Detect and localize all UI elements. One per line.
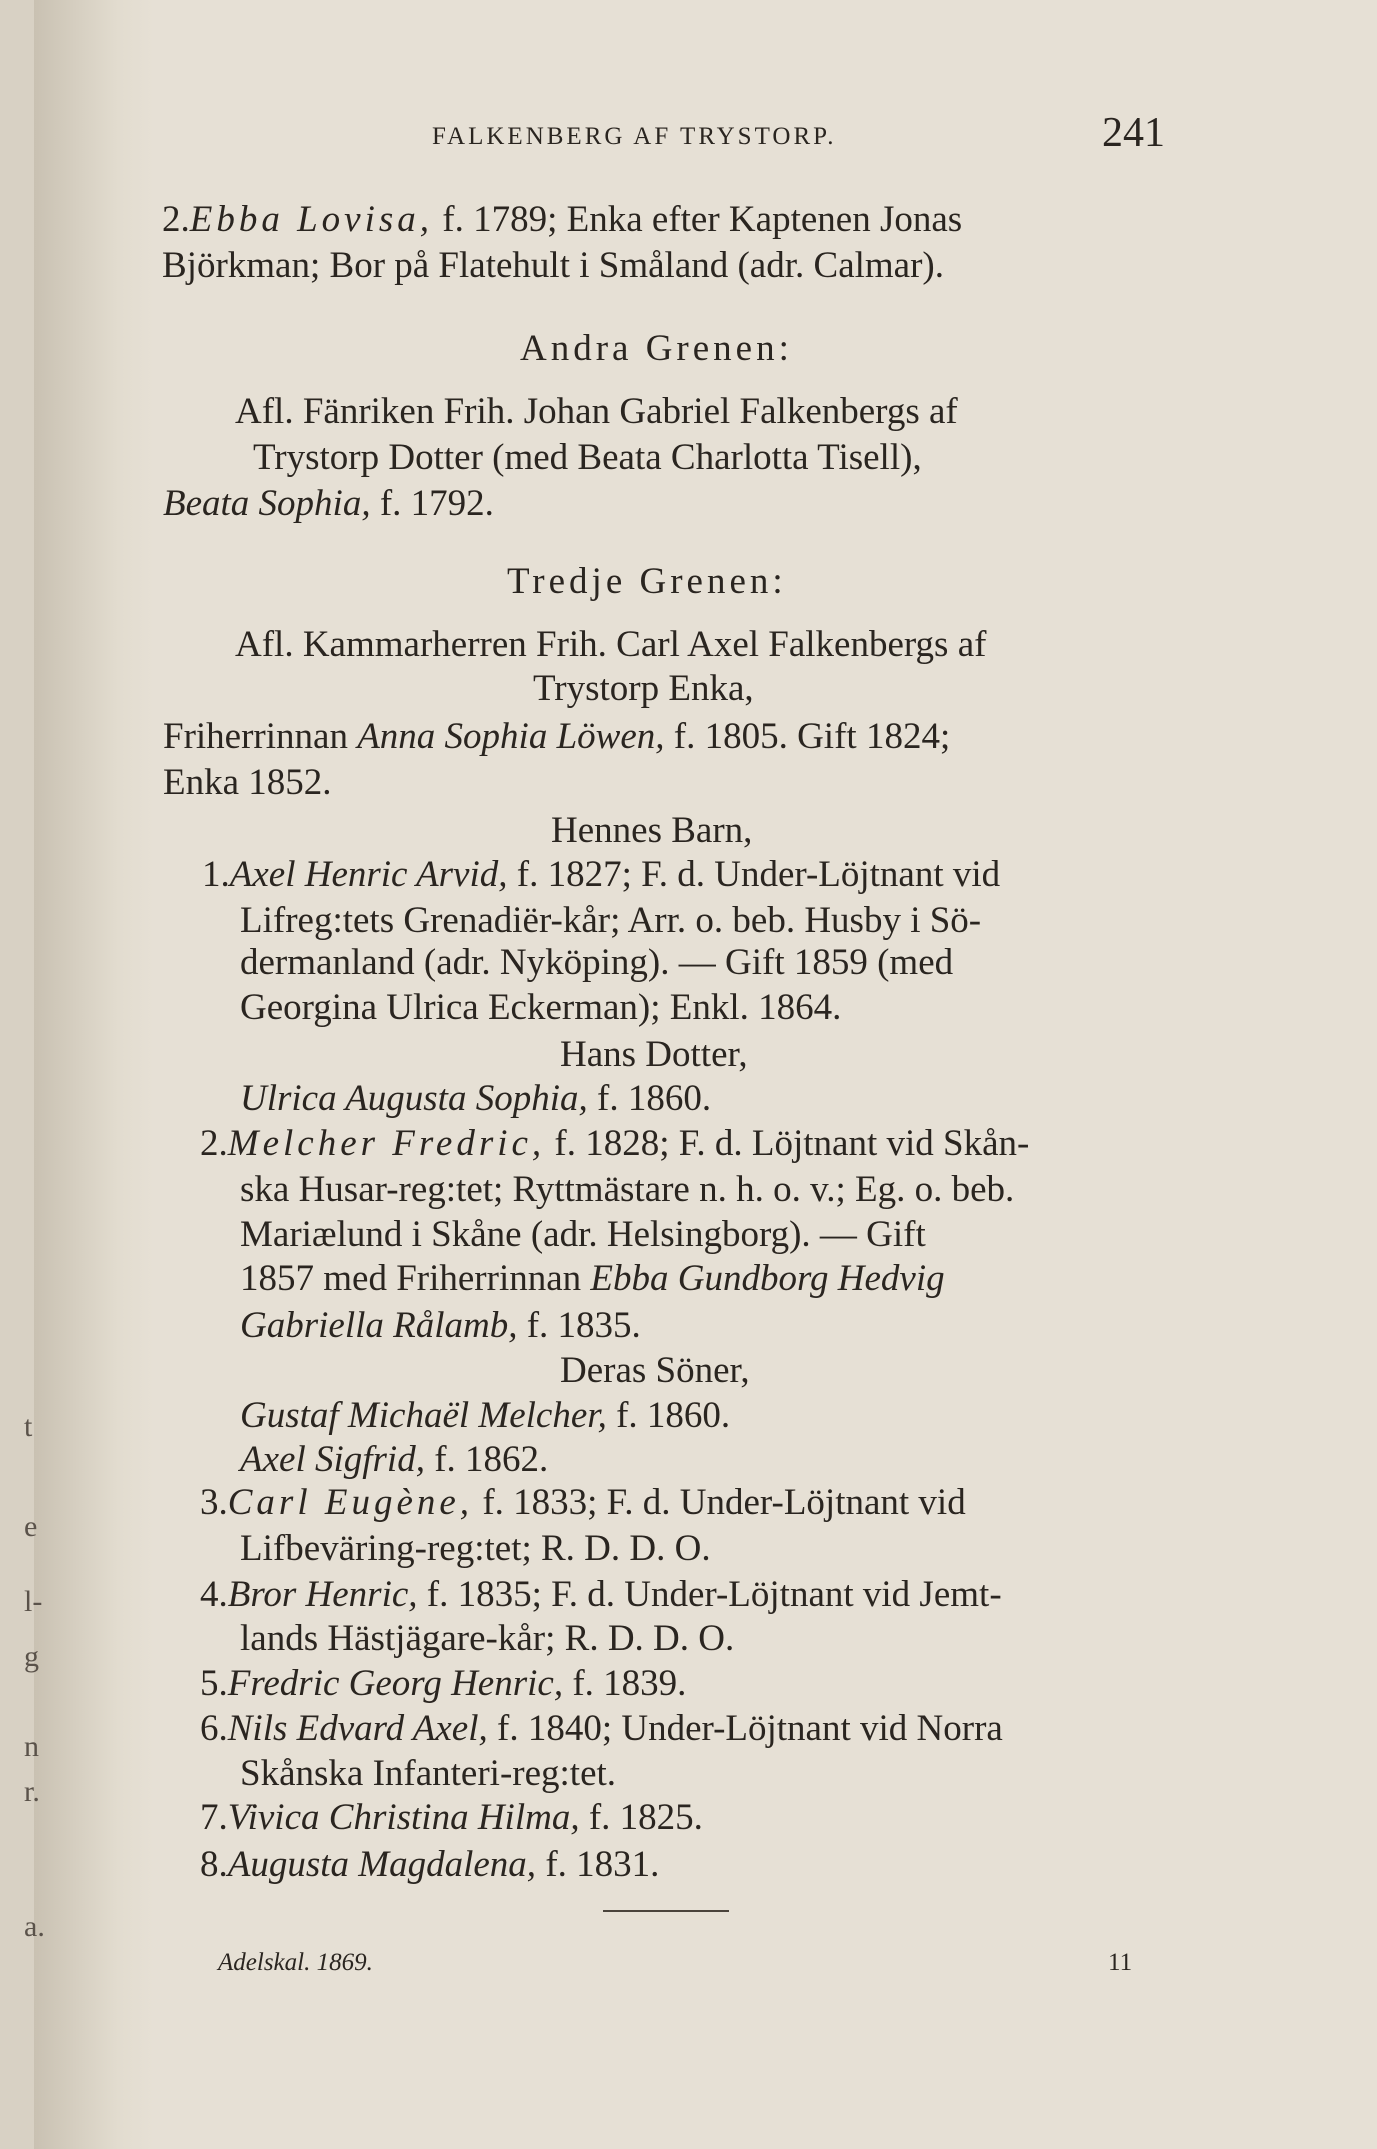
entry-line: Trystorp Enka, — [533, 668, 754, 709]
footer-signature: Adelskal. 1869. — [218, 1949, 373, 1976]
entry-line: Axel Sigfrid, f. 1862. — [240, 1439, 549, 1480]
entry-line: Trystorp Dotter (med Beata Charlotta Tisell), — [253, 437, 922, 478]
sub-heading: Hennes Barn, — [551, 810, 753, 851]
entry-line: 4.Bror Henric, f. 1835; F. d. Under-Löjtnant vid Jemt- — [200, 1574, 1002, 1615]
entry-line: Enka 1852. — [163, 762, 332, 803]
entry-line: 6.Nils Edvard Axel, f. 1840; Under-Löjtnant vid Norra — [200, 1708, 1003, 1749]
entry-line: Lifbeväring-reg:tet; R. D. D. O. — [240, 1528, 711, 1569]
entry-line: 3.Carl Eugène, f. 1833; F. d. Under-Löjtnant vid — [200, 1482, 966, 1523]
margin-char: a. — [24, 1910, 45, 1943]
sub-heading: Deras Söner, — [560, 1350, 750, 1391]
entry-line: 5.Fredric Georg Henric, f. 1839. — [200, 1663, 687, 1704]
entry-line: 1857 med Friherrinnan Ebba Gundborg Hedvig — [240, 1258, 945, 1299]
entry-line: lands Hästjägare-kår; R. D. D. O. — [240, 1618, 735, 1659]
entry-line: Ulrica Augusta Sophia, f. 1860. — [240, 1078, 712, 1119]
entry-line: Georgina Ulrica Eckerman); Enkl. 1864. — [240, 987, 842, 1028]
page-number: 241 — [1102, 110, 1165, 156]
entry-line: 1.Axel Henric Arvid, f. 1827; F. d. Under-Löjtnant vid — [202, 854, 1001, 895]
margin-char: r. — [24, 1775, 40, 1808]
footer-rule — [603, 1910, 729, 1912]
entry-line: 2.Ebba Lovisa, f. 1789; Enka efter Kaptenen Jonas — [162, 199, 963, 240]
section-heading: Tredje Grenen: — [507, 561, 787, 602]
entry-line: ska Husar-reg:tet; Ryttmästare n. h. o. v.; Eg. o. beb. — [240, 1169, 1015, 1210]
entry-line: Björkman; Bor på Flatehult i Småland (adr. Calmar). — [162, 245, 944, 286]
entry-line: Gustaf Michaël Melcher, f. 1860. — [240, 1395, 731, 1436]
running-title: FALKENBERG AF TRYSTORP. — [432, 123, 837, 150]
entry-line: dermanland (adr. Nyköping). — Gift 1859 (med — [240, 942, 954, 983]
entry-line: Skånska Infanteri-reg:tet. — [240, 1753, 617, 1794]
entry-line: 2.Melcher Fredric, f. 1828; F. d. Löjtnant vid Skån- — [200, 1123, 1030, 1164]
entry-line: Gabriella Rålamb, f. 1835. — [240, 1305, 641, 1346]
section-heading: Andra Grenen: — [520, 328, 793, 369]
entry-line: Afl. Fänriken Frih. Johan Gabriel Falkenbergs af — [235, 391, 958, 432]
margin-char: e — [24, 1510, 38, 1543]
entry-line: 8.Augusta Magdalena, f. 1831. — [200, 1844, 660, 1885]
sub-heading: Hans Dotter, — [560, 1034, 748, 1075]
entry-line: Lifreg:tets Grenadiër-kår; Arr. o. beb. Husby i Sö- — [240, 900, 982, 941]
entry-line: Afl. Kammarherren Frih. Carl Axel Falkenbergs af — [235, 624, 987, 665]
entry-line: Mariælund i Skåne (adr. Helsingborg). — Gift — [240, 1214, 926, 1255]
margin-char: g — [24, 1640, 39, 1673]
footer-sheet-number: 11 — [1108, 1949, 1133, 1976]
margin-char: l- — [24, 1585, 43, 1618]
entry-line: 7.Vivica Christina Hilma, f. 1825. — [200, 1797, 703, 1838]
entry-line: Beata Sophia, f. 1792. — [163, 483, 494, 524]
entry-line: Friherrinnan Anna Sophia Löwen, f. 1805. Gift 1824; — [163, 716, 951, 757]
margin-char: t — [24, 1410, 33, 1443]
margin-char: n — [24, 1730, 39, 1763]
